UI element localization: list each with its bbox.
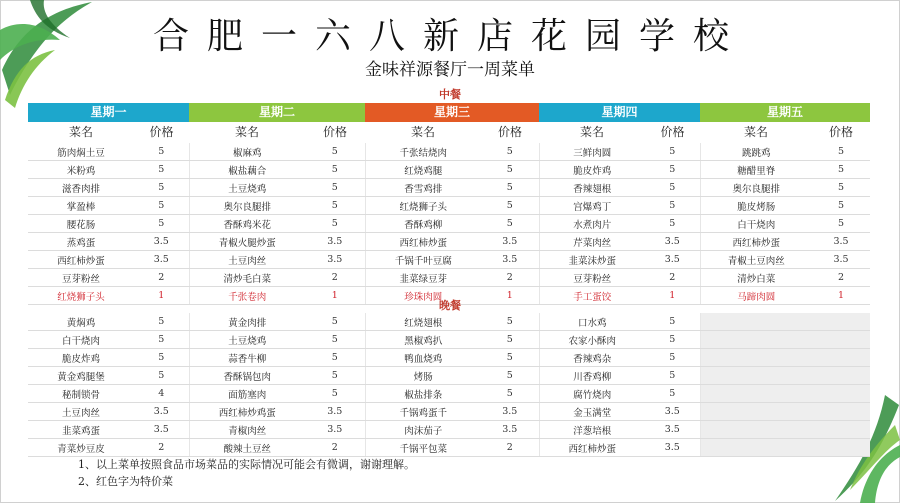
dish-name-cell: 千张结烧肉 xyxy=(365,143,481,161)
table-row xyxy=(28,233,870,251)
dish-price-cell: 5 xyxy=(481,215,539,233)
dish-name-cell: 糖醋里脊 xyxy=(700,161,812,179)
dish-name-cell: 香辣鸡杂 xyxy=(539,349,645,367)
lunch-label: 中餐 xyxy=(439,88,461,101)
dish-name-cell: 椒盐藕合 xyxy=(189,161,305,179)
dish-price-cell: 5 xyxy=(812,197,870,215)
dish-price-cell: 5 xyxy=(645,349,700,367)
dish-price-cell: 5 xyxy=(134,161,189,179)
dish-price-cell: 5 xyxy=(645,385,700,403)
dish-price-cell: 1 xyxy=(812,287,870,305)
dish-price-cell: 3.5 xyxy=(134,403,189,421)
dish-price-cell xyxy=(812,349,870,367)
dinner-label: 晚餐 xyxy=(439,299,461,312)
dish-price-cell: 5 xyxy=(481,313,539,331)
dish-name-cell: 奥尔良腿排 xyxy=(700,179,812,197)
dish-price-cell: 5 xyxy=(481,385,539,403)
dish-name-cell: 豆芽粉丝 xyxy=(28,269,134,287)
dish-name-cell: 香酥锅包肉 xyxy=(189,367,305,385)
dish-price-cell: 5 xyxy=(305,367,365,385)
dish-name-cell: 土豆烧鸡 xyxy=(189,179,305,197)
dish-price-cell: 5 xyxy=(134,179,189,197)
dish-price-cell: 3.5 xyxy=(645,403,700,421)
dish-name-cell: 腰花肠 xyxy=(28,215,134,233)
dish-name-cell: 肉沫茄子 xyxy=(365,421,481,439)
dish-name-cell: 珍珠肉圆 xyxy=(365,287,481,305)
dish-price-cell: 3.5 xyxy=(305,233,365,251)
dish-price-cell: 3.5 xyxy=(134,421,189,439)
dish-price-cell: 5 xyxy=(305,349,365,367)
dish-price-cell: 5 xyxy=(645,367,700,385)
dish-price-cell: 5 xyxy=(645,143,700,161)
col-price-tue: 价格 xyxy=(322,125,347,139)
dish-name-cell: 韭菜绿豆芽 xyxy=(365,269,481,287)
dish-price-cell: 3.5 xyxy=(481,233,539,251)
dish-price-cell: 5 xyxy=(481,161,539,179)
table-row xyxy=(28,143,870,161)
dish-price-cell: 5 xyxy=(134,367,189,385)
dish-price-cell: 3.5 xyxy=(481,403,539,421)
dish-name-cell: 千锅平包菜 xyxy=(365,439,481,457)
dish-price-cell: 5 xyxy=(305,143,365,161)
day-header-mon: 星期一 xyxy=(28,103,189,122)
dish-price-cell: 5 xyxy=(481,143,539,161)
table-row xyxy=(28,197,870,215)
dish-name-cell: 蒜香牛柳 xyxy=(189,349,305,367)
dish-price-cell: 5 xyxy=(134,331,189,349)
dish-price-cell: 2 xyxy=(645,269,700,287)
day-header-wed: 星期三 xyxy=(365,103,539,122)
dish-price-cell: 5 xyxy=(481,367,539,385)
dish-price-cell: 5 xyxy=(134,349,189,367)
dish-price-cell: 3.5 xyxy=(645,421,700,439)
dish-name-cell: 奥尔良腿排 xyxy=(189,197,305,215)
dish-name-cell: 红烧鸡腿 xyxy=(365,161,481,179)
dish-name-cell: 黄金肉排 xyxy=(189,313,305,331)
dish-name-cell: 手工蛋饺 xyxy=(539,287,645,305)
dish-price-cell xyxy=(812,403,870,421)
dish-price-cell: 5 xyxy=(812,179,870,197)
table-row xyxy=(28,403,870,421)
dish-name-cell: 脆皮烤肠 xyxy=(700,197,812,215)
dish-price-cell: 3.5 xyxy=(305,421,365,439)
dish-price-cell: 2 xyxy=(305,269,365,287)
dish-price-cell: 1 xyxy=(645,287,700,305)
dish-name-cell: 金玉满堂 xyxy=(539,403,645,421)
dish-price-cell: 5 xyxy=(305,385,365,403)
day-header-fri: 星期五 xyxy=(700,103,870,122)
col-dish-wed: 菜名 xyxy=(410,125,435,139)
dish-name-cell: 土豆烧鸡 xyxy=(189,331,305,349)
table-row xyxy=(28,349,870,367)
dish-name-cell: 黑椒鸡扒 xyxy=(365,331,481,349)
dish-name-cell: 千张卷肉 xyxy=(189,287,305,305)
dish-name-cell: 白干烧肉 xyxy=(700,215,812,233)
dish-price-cell: 5 xyxy=(134,313,189,331)
dish-name-cell: 酸辣土豆丝 xyxy=(189,439,305,457)
dish-price-cell: 5 xyxy=(134,143,189,161)
dish-price-cell: 3.5 xyxy=(645,439,700,457)
table-row xyxy=(28,215,870,233)
dish-name-cell: 芹菜肉丝 xyxy=(539,233,645,251)
dish-price-cell xyxy=(812,331,870,349)
dish-price-cell: 5 xyxy=(305,331,365,349)
dish-name-cell: 滋香肉排 xyxy=(28,179,134,197)
dish-price-cell: 5 xyxy=(481,331,539,349)
dish-name-cell: 掌盈棒 xyxy=(28,197,134,215)
dish-price-cell: 3.5 xyxy=(134,251,189,269)
dish-name-cell: 红烧翅根 xyxy=(365,313,481,331)
lunch-table xyxy=(28,143,870,305)
dish-name-cell xyxy=(700,385,812,403)
dish-price-cell: 3.5 xyxy=(645,251,700,269)
table-row xyxy=(28,179,870,197)
col-dish-thu: 菜名 xyxy=(579,125,604,139)
col-price-mon: 价格 xyxy=(149,125,174,139)
dish-name-cell: 韭菜鸡蛋 xyxy=(28,421,134,439)
table-row xyxy=(28,367,870,385)
dish-price-cell: 5 xyxy=(645,331,700,349)
table-row xyxy=(28,313,870,331)
dish-name-cell: 宫爆鸡丁 xyxy=(539,197,645,215)
dish-name-cell xyxy=(700,421,812,439)
day-header-thu: 星期四 xyxy=(539,103,700,122)
dish-price-cell xyxy=(812,385,870,403)
dish-price-cell: 2 xyxy=(134,269,189,287)
dish-name-cell: 脆皮炸鸡 xyxy=(539,161,645,179)
dish-price-cell: 5 xyxy=(134,215,189,233)
dish-name-cell xyxy=(700,331,812,349)
dish-price-cell: 5 xyxy=(481,179,539,197)
dish-name-cell: 白干烧肉 xyxy=(28,331,134,349)
table-row xyxy=(28,421,870,439)
dish-price-cell: 5 xyxy=(481,349,539,367)
day-header-bar xyxy=(28,103,870,122)
dish-name-cell: 米粉鸡 xyxy=(28,161,134,179)
dish-name-cell: 千锅鸡蛋千 xyxy=(365,403,481,421)
dish-price-cell: 5 xyxy=(305,215,365,233)
dish-price-cell: 3.5 xyxy=(134,233,189,251)
page-subtitle: 金味祥源餐厅一周菜单 xyxy=(365,60,535,80)
dish-price-cell: 3.5 xyxy=(481,251,539,269)
dish-price-cell: 2 xyxy=(481,439,539,457)
dish-price-cell: 5 xyxy=(645,179,700,197)
dish-name-cell xyxy=(700,403,812,421)
dish-name-cell xyxy=(700,439,812,457)
dish-price-cell: 3.5 xyxy=(812,233,870,251)
dish-price-cell: 5 xyxy=(305,179,365,197)
dish-name-cell: 洋葱培根 xyxy=(539,421,645,439)
dish-price-cell: 1 xyxy=(134,287,189,305)
dish-name-cell: 西红柿炒蛋 xyxy=(539,439,645,457)
dish-name-cell: 黄金鸡腿堡 xyxy=(28,367,134,385)
table-row xyxy=(28,251,870,269)
notes xyxy=(78,456,415,490)
dish-price-cell: 1 xyxy=(305,287,365,305)
dish-name-cell: 鸭血烧鸡 xyxy=(365,349,481,367)
dish-name-cell: 香酥鸡柳 xyxy=(365,215,481,233)
dish-name-cell: 腐竹烧肉 xyxy=(539,385,645,403)
dish-name-cell: 蒸鸡蛋 xyxy=(28,233,134,251)
dish-name-cell: 烤肠 xyxy=(365,367,481,385)
dish-price-cell xyxy=(812,421,870,439)
dish-name-cell xyxy=(700,313,812,331)
dish-price-cell: 2 xyxy=(812,269,870,287)
table-row xyxy=(28,161,870,179)
dish-price-cell: 5 xyxy=(812,143,870,161)
page-title: 合肥一六八新店花园学校 xyxy=(152,16,747,57)
dish-price-cell: 3.5 xyxy=(305,251,365,269)
col-price-fri: 价格 xyxy=(828,125,853,139)
dish-name-cell: 清炒白菜 xyxy=(700,269,812,287)
dish-name-cell: 跳跳鸡 xyxy=(700,143,812,161)
col-dish-fri: 菜名 xyxy=(743,125,768,139)
dish-name-cell: 秘制锁骨 xyxy=(28,385,134,403)
dish-price-cell: 5 xyxy=(645,197,700,215)
col-price-wed: 价格 xyxy=(497,125,522,139)
dish-price-cell: 2 xyxy=(305,439,365,457)
dish-price-cell: 5 xyxy=(305,197,365,215)
dish-price-cell: 3.5 xyxy=(305,403,365,421)
dish-price-cell xyxy=(812,313,870,331)
dish-name-cell: 西红柿炒蛋 xyxy=(28,251,134,269)
dish-price-cell xyxy=(812,439,870,457)
dish-name-cell: 红烧狮子头 xyxy=(365,197,481,215)
dish-name-cell: 椒盐排条 xyxy=(365,385,481,403)
dish-name-cell: 椒麻鸡 xyxy=(189,143,305,161)
dish-name-cell: 香雪鸡排 xyxy=(365,179,481,197)
dish-name-cell: 香酥鸡米花 xyxy=(189,215,305,233)
dish-name-cell: 脆皮炸鸡 xyxy=(28,349,134,367)
dish-name-cell: 青菜炒豆皮 xyxy=(28,439,134,457)
dish-name-cell: 筋肉焖土豆 xyxy=(28,143,134,161)
dish-price-cell: 5 xyxy=(812,215,870,233)
dish-name-cell: 口水鸡 xyxy=(539,313,645,331)
table-row xyxy=(28,269,870,287)
dish-name-cell: 三鲜肉圆 xyxy=(539,143,645,161)
dish-price-cell: 4 xyxy=(134,385,189,403)
dish-price-cell: 5 xyxy=(645,161,700,179)
col-price-thu: 价格 xyxy=(660,125,685,139)
dish-name-cell: 千锅千叶豆腐 xyxy=(365,251,481,269)
dish-price-cell: 5 xyxy=(645,215,700,233)
dish-name-cell: 农家小酥肉 xyxy=(539,331,645,349)
dish-price-cell: 5 xyxy=(134,197,189,215)
dish-price-cell: 3.5 xyxy=(481,421,539,439)
table-row xyxy=(28,439,870,457)
dish-name-cell: 青椒肉丝 xyxy=(189,421,305,439)
dish-name-cell: 清炒毛白菜 xyxy=(189,269,305,287)
dish-name-cell: 西红柿炒鸡蛋 xyxy=(189,403,305,421)
note-1: 1、以上菜单按照食品市场菜品的实际情况可能会有微调，谢谢理解。 xyxy=(78,458,415,471)
dish-name-cell: 青椒土豆肉丝 xyxy=(700,251,812,269)
dinner-table xyxy=(28,313,870,457)
table-row xyxy=(28,385,870,403)
dish-name-cell: 西红柿炒蛋 xyxy=(700,233,812,251)
dish-name-cell: 黄焖鸡 xyxy=(28,313,134,331)
dish-name-cell: 香辣翅根 xyxy=(539,179,645,197)
dish-name-cell xyxy=(700,367,812,385)
dish-name-cell: 面筋塞肉 xyxy=(189,385,305,403)
dish-price-cell: 2 xyxy=(134,439,189,457)
table-row xyxy=(28,331,870,349)
dish-price-cell: 2 xyxy=(481,269,539,287)
dish-name-cell: 红烧狮子头 xyxy=(28,287,134,305)
dish-price-cell: 5 xyxy=(812,161,870,179)
dish-name-cell: 马蹄肉圆 xyxy=(700,287,812,305)
dish-name-cell: 豆芽粉丝 xyxy=(539,269,645,287)
dish-price-cell: 3.5 xyxy=(812,251,870,269)
dish-name-cell: 土豆肉丝 xyxy=(189,251,305,269)
dish-price-cell: 5 xyxy=(481,197,539,215)
dish-price-cell: 5 xyxy=(645,313,700,331)
col-dish-mon: 菜名 xyxy=(68,125,93,139)
dish-name-cell: 青椒火腿炒蛋 xyxy=(189,233,305,251)
note-2: 2、红色字为特价菜 xyxy=(78,475,173,488)
dish-name-cell: 川香鸡柳 xyxy=(539,367,645,385)
dish-price-cell xyxy=(812,367,870,385)
dish-name-cell xyxy=(700,349,812,367)
dish-name-cell: 土豆肉丝 xyxy=(28,403,134,421)
col-dish-tue: 菜名 xyxy=(234,125,259,139)
dish-name-cell: 西红柿炒蛋 xyxy=(365,233,481,251)
dish-price-cell: 5 xyxy=(305,161,365,179)
dish-price-cell: 1 xyxy=(481,287,539,305)
day-header-tue: 星期二 xyxy=(189,103,365,122)
dish-price-cell: 5 xyxy=(305,313,365,331)
dish-name-cell: 水煮肉片 xyxy=(539,215,645,233)
dish-name-cell: 韭菜沫炒蛋 xyxy=(539,251,645,269)
dish-price-cell: 3.5 xyxy=(645,233,700,251)
